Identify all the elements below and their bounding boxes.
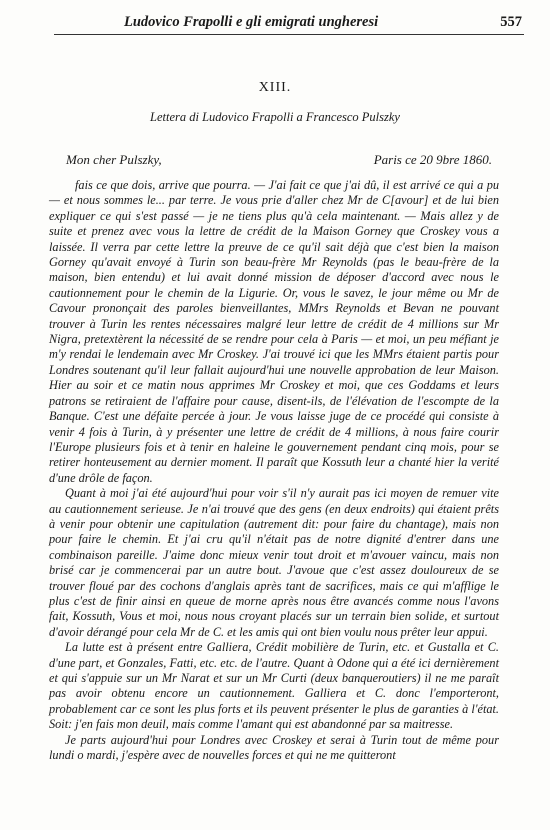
letter-body	[49, 178, 499, 763]
dateline: Paris ce 20 9bre 1860.	[373, 152, 492, 167]
paragraph: fais ce que dois, arrive que pourra. — J'ai fait ce que j'ai dû, il est arrivé ce qui a pu — et nous sommes le... par terre. Je vous prie d'aller chez Mr de C[avour] et de lui bien expliquer ce qui s'est passé — je ne tiens plus qu'à cela maintenant. — Mais allez y de suite et prenez avec vous la lettre de crédit de la Maison Gorney que Croskey vous a laissée. Il verra par cette lettre la preuve de ce qu'il sait déjà que c'est bien la maison Gorney qu'avait envoyé à Turin son beau-frère Mr Reynolds (pas le beau-frère de la maison, bien entendu) et lui avait donné mission de déposer d'accord avec nous le cautionnement pour le chemin de la Ligurie. Or, vous le savez, le jour même ou Mr de Cavour prononçait des paroles bienveillantes, MMrs Reynolds et Bevan ne pouvant trouver à Turin les rentes nécessaires malgré leur lettre de crédit de 4 millions sur Mr Nigra, pretextèrent la nécessité de se rendre pour cela à Paris — et moi, un peu méfiant je m'y rendai le lendemain avec Mr Croskey. J'ai trouvé ici que les MMrs étaient partis pour Londres soutenant qu'il leur fallait aujourd'hui une nouvelle approbation de leur Maison. Hier au soir et ce matin nous apprimes Mr Croskey et moi, que ces Goddams et leurs patrons se retiraient de l'affaire pour cause, disent-ils, de l'élévation de l'escompte de la Banque. C'est une défaite percée à jour. Je vous laisse juge de ce procédé qui consiste à venir 4 fois à Turin, à y présenter une lettre de crédit de 4 millions, à nous faire courir l'Europe plusieurs fois et à tenir en haleine le gouvernement pendant cinq mois, pour se retirer honteusement au dernier moment. Il paraît que Kossuth leur a chanté hier la verité d'une drôle de façon.	[49, 178, 499, 485]
running-title: Ludovico Frapolli e gli emigrati ungheresi	[124, 14, 379, 30]
chapter-number: XIII.	[258, 80, 292, 95]
paragraph: Je parts aujourd'hui pour Londres avec Croskey et serai à Turin tout de même pour lundi o mardi, j'espère avec de nouvelles forces et qui ne me quitteront	[49, 732, 499, 763]
paragraph: La lutte est à présent entre Galliera, Crédit mobilière de Turin, etc. et Gustalla et C. d'une part, et Gonzales, Fatti, etc. etc. de l'autre. Quant à Odone qui a été ici dernièrement et qui s'appuie sur un Mr Narat et sur un Mr Curti (deux banqueroutiers) il ne me paraît pas avoir obtenu encore un cautionnement. Galliera et C. donc l'emporteront, probablement car ce sont les plus forts et ils peuvent présenter le plus de garanties à l'état. Soit: j'en fais mon deuil, mais comme l'amant qui est abandonné par sa maitresse.	[49, 640, 499, 732]
running-header	[54, 12, 524, 35]
salutation: Mon cher Pulszky,	[66, 152, 162, 167]
paragraph: Quant à moi j'ai été aujourd'hui pour voir s'il n'y aurait pas ici moyen de remuer vite au cautionnement serieuse. Je n'ai trouvé que des gens (en deux endroits) qui étaient prêts à venir pour obtenir une capitulation (autrement dit: pour faire du chantage), mais non pour faire le chemin. Et j'ai cru qu'il n'était pas de notre dignité d'entrer dans une combinaison pareille. J'aime donc mieux venir tout droit et m'avouer vaincu, mais non brisé car je commencerai par un autre bout. J'avoue que c'est assez douloureux de se trouver floué par des cochons d'anglais après tant de sacrifices, mais ce qui m'afflige le plus c'est de finir ainsi en queue de morne après nous être avancés comme nous l'avons fait, Kossuth, Vous et moi, nous nous croyant placés sur un terrain bien solide, et surtout d'avoir dérangé pour cela Mr de C. et les amis qui ont bien voulu nous prêter leur appui.	[49, 486, 499, 639]
letter-title: Lettera di Ludovico Frapolli a Francesco Pulszky	[150, 110, 400, 124]
page-number: 557	[500, 14, 522, 30]
